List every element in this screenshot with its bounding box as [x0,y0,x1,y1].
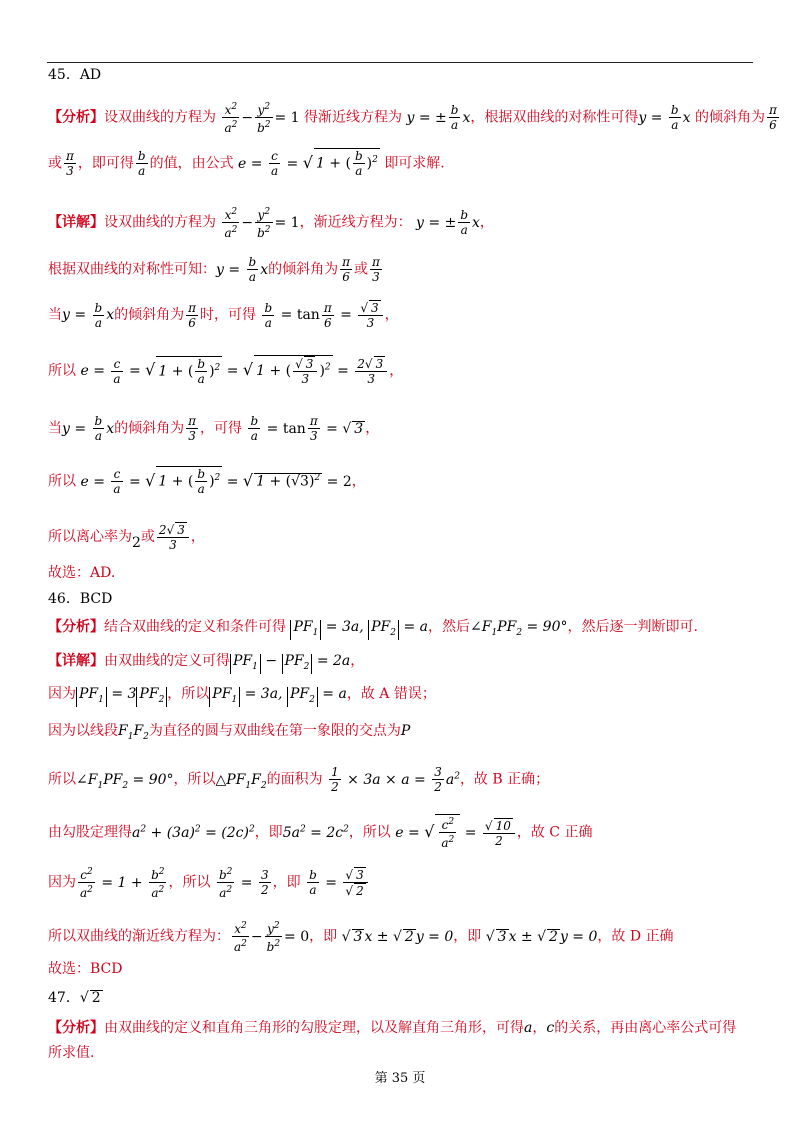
q45-detail-line1: 【详解】设双曲线的方程为 $\frac{x^2}{a^2}$ − $\frac{y^2}{b^2}$ = 1，渐近线方程为： y = ± $\frac{b}{a}$ x， [48,207,494,240]
q45-detail-line4: 所以 e = $\frac{c}{a}$ = √ 1 + ( $\frac{b}{a}$ )$^2$ = √ 1 + ( $\frac{√ 3}{3}$ )$^2$ = $\frac{2√ 3}{3}$ ， [48,356,404,386]
hyperbola-equation: $\frac{x^2}{a^2}$ − $\frac{y^2}{b^2}$ = 1 [224,102,300,135]
eccentricity-formula: e = $\frac{c}{a}$ = √ 1 + ( $\frac{b}{a}$ )$^2$ [238,149,378,178]
top-rule [47,62,753,63]
q46-detail-line5: 由勾股定理得$a^2 + (3a)^2 = (2c)^2$，即$5a^2 = 2c^2$，所以 e = √ $\frac{c^2}{a^2}$ = $\frac{√ 10}{2}$ ，故 C 正确 [48,814,592,850]
q47-analysis-line2: 所求值. [48,1045,95,1061]
q45-analysis-line1: 【分析】设双曲线的方程为 $\frac{x^2}{a^2}$ − $\frac{y^2}{b^2}$ = 1 得渐近线方程为 y = ± $\frac{b}{a}$ x，根据双曲线的对称性可得y = $\frac{b}{a}$ x 的倾斜角为 $\frac{\pi}{6}$ [48,102,777,135]
q47-analysis-line1: 【分析】由双曲线的定义和直角三角形的勾股定理，以及解直角三角形，可得a，c的关系，再由离心率公式可得 [48,1020,737,1036]
q45-detail-line3: 当y = $\frac{b}{a}$ x的倾斜角为 $\frac{\pi}{6}$ 时，可得 $\frac{b}{a}$ = tan $\frac{\pi}{6}$ = $\frac{√ 3}{3}$ ， [48,300,399,330]
q45-answer: 故选：AD. [48,565,116,581]
q46-number: 46．BCD [48,591,113,607]
q46-detail-line1: 【详解】由双曲线的定义可得 $PF_1 - PF_2 = 2a$， [48,653,365,672]
q46-detail-line2: 因为 $PF_1 = 3$ $PF_2$ ，所以 $PF_1 = 3a$, $PF_2 = a$，故 A 错误； [48,686,436,705]
q46-detail-line6: 因为 $\frac{c^2}{a^2}$ = 1 + $\frac{b^2}{a^2}$ ，所以 $\frac{b^2}{a^2}$ = $\frac{3}{2}$ ，即 $\frac{b}{a}$ = $\frac{√ 3}{√ 2}$ [48,865,370,900]
q45-detail-line5: 当y = $\frac{b}{a}$ x的倾斜角为 $\frac{\pi}{3}$ ，可得 $\frac{b}{a}$ = tan $\frac{\pi}{3}$ = √ 3 ， [48,414,380,443]
q45-detail-line7: 所以离心率为2或 $\frac{2√ 3}{3}$ ， [48,523,205,552]
detail-label: 【详解】 [48,214,104,231]
q46-detail-line3: 因为以线段$F_1F_2$为直径的圆与双曲线在第一象限的交点为P [48,723,411,742]
analysis-label: 【分析】 [48,109,104,126]
q45-analysis-line2: 或 $\frac{\pi}{3}$ ，即可得 $\frac{b}{a}$ 的值，由公式 e = $\frac{c}{a}$ = √ 1 + ( $\frac{b}{a}$ )$^2$ 即可求解. [48,149,445,178]
q45-detail-line2: 根据双曲线的对称性可知：y = $\frac{b}{a}$ x的倾斜角为 $\frac{\pi}{6}$ 或 $\frac{\pi}{3}$ [48,255,380,284]
q46-detail-line4: 所以$\angle F_1PF_2 = 90^\circ$，所以$\triangle PF_1F_2$的面积为 $\frac{1}{2}$ × 3a × a = $\frac{3}{2}$ $a^2$，故 B 正确； [48,765,550,794]
q46-analysis: 【分析】结合双曲线的定义和条件可得 $PF_1 = 3a$, $PF_2 = a$，然后$\angle F_1PF_2 = 90^\circ$，然后逐一判断即可. [48,619,698,638]
q47-number: 47．√ 2 [48,990,101,1006]
q45-detail-line6: 所以 e = $\frac{c}{a}$ = √ 1 + ( $\frac{b}{a}$ )$^2$ = √ $1 + (√3)^2 = 2$， [48,467,366,496]
q45-number: 45．AD [48,67,102,83]
q46-answer: 故选：BCD [48,961,123,977]
page-footer: 第 35 页 [374,1071,426,1086]
asymptote-equation: y = ± $\frac{b}{a}$ x [406,103,471,132]
q46-detail-line7: 所以双曲线的渐近线方程为： $\frac{x^2}{a^2}$ − $\frac{y^2}{b^2}$ = 0，即 √ 3 x ± √ 2 y = 0，即 √ 3 x ± √ 2 y = 0，故 D 正确 [48,921,674,954]
